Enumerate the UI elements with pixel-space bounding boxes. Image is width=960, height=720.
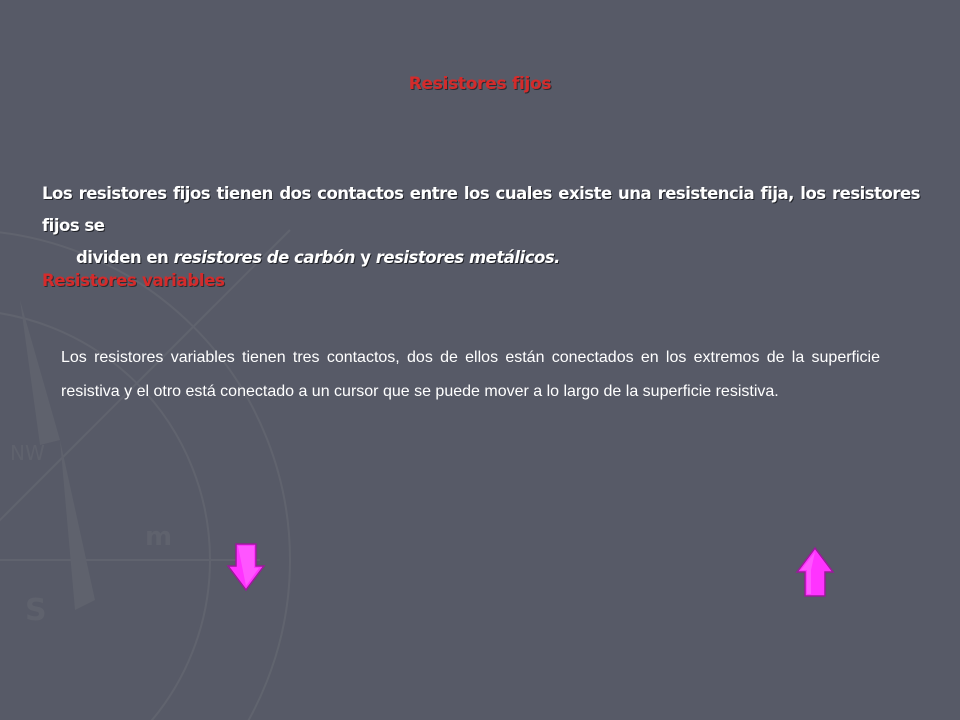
- section-subtitle: Resistores variables: [42, 271, 225, 290]
- svg-text:NW: NW: [10, 441, 45, 465]
- fixed-paragraph-text-1: Los resistores fijos tienen dos contactos entre los cuales existe una resistencia fija, los resistores fijos se: [42, 184, 920, 235]
- carbon-resistors-term: resistores de carbón: [173, 248, 355, 267]
- fixed-paragraph-text-3: y: [355, 248, 376, 267]
- svg-text:S: S: [25, 593, 47, 628]
- fixed-paragraph-indent: [42, 242, 560, 274]
- fixed-paragraph-text-2: dividen en: [76, 248, 174, 267]
- fixed-resistors-paragraph: [42, 178, 920, 274]
- arrow-down-icon[interactable]: [226, 542, 266, 592]
- arrow-up-icon[interactable]: [795, 546, 835, 598]
- svg-text:m: m: [145, 522, 173, 552]
- slide-title: Resistores fijos: [408, 74, 552, 94]
- metal-resistors-term: resistores metálicos.: [375, 248, 560, 267]
- variable-resistors-paragraph: Los resistores variables tienen tres contactos, dos de ellos están conectados en los extremos de la superficie resistiva y el otro está conectado a un cursor que se puede mover a lo largo de la superficie resistiva.: [61, 349, 880, 400]
